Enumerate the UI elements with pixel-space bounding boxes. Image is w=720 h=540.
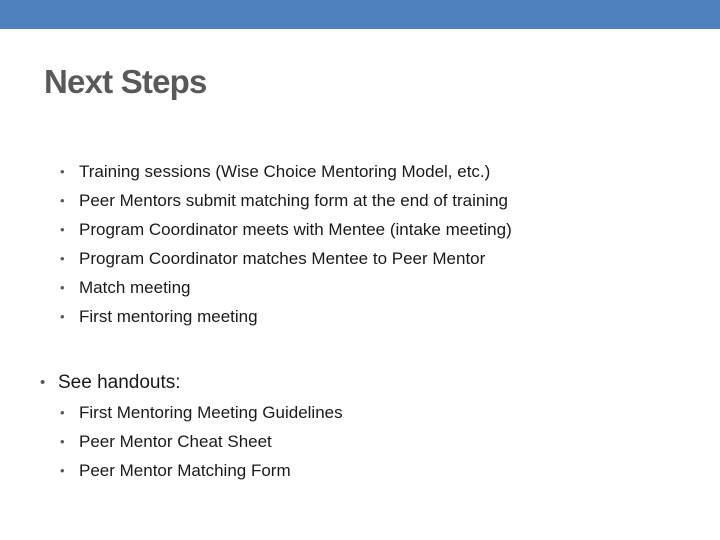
slide-title: Next Steps [44,63,207,100]
handouts-list [60,398,343,485]
step-text: Training sessions (Wise Choice Mentoring Model, etc.) [79,162,491,181]
handout-text: Peer Mentor Matching Form [79,461,291,480]
handouts-heading [40,367,181,399]
bullet-icon: • [60,405,65,420]
list-item [60,157,512,186]
step-text: Program Coordinator matches Mentee to Peer Mentor [79,249,486,268]
bullet-icon: • [60,309,65,324]
list-item [60,273,512,302]
bullet-icon: • [60,164,65,179]
bullet-icon: • [60,463,65,478]
handout-text: First Mentoring Meeting Guidelines [79,403,343,422]
list-item [60,186,512,215]
list-item [60,456,343,485]
bullet-icon: • [60,434,65,449]
bullet-icon: • [60,280,65,295]
top-accent-bar [0,0,720,29]
list-item [60,244,512,273]
bullet-icon: • [60,251,65,266]
list-item [60,215,512,244]
bullet-icon: • [40,374,46,391]
bullet-icon: • [60,193,65,208]
list-item [60,302,512,331]
steps-list [60,157,512,331]
step-text: Peer Mentors submit matching form at the end of training [79,191,508,210]
handout-text: Peer Mentor Cheat Sheet [79,432,272,451]
list-item [60,427,343,456]
handouts-label: See handouts: [58,372,181,393]
step-text: First mentoring meeting [79,307,258,326]
list-item [60,398,343,427]
bullet-icon: • [60,222,65,237]
step-text: Match meeting [79,278,191,297]
step-text: Program Coordinator meets with Mentee (intake meeting) [79,220,512,239]
